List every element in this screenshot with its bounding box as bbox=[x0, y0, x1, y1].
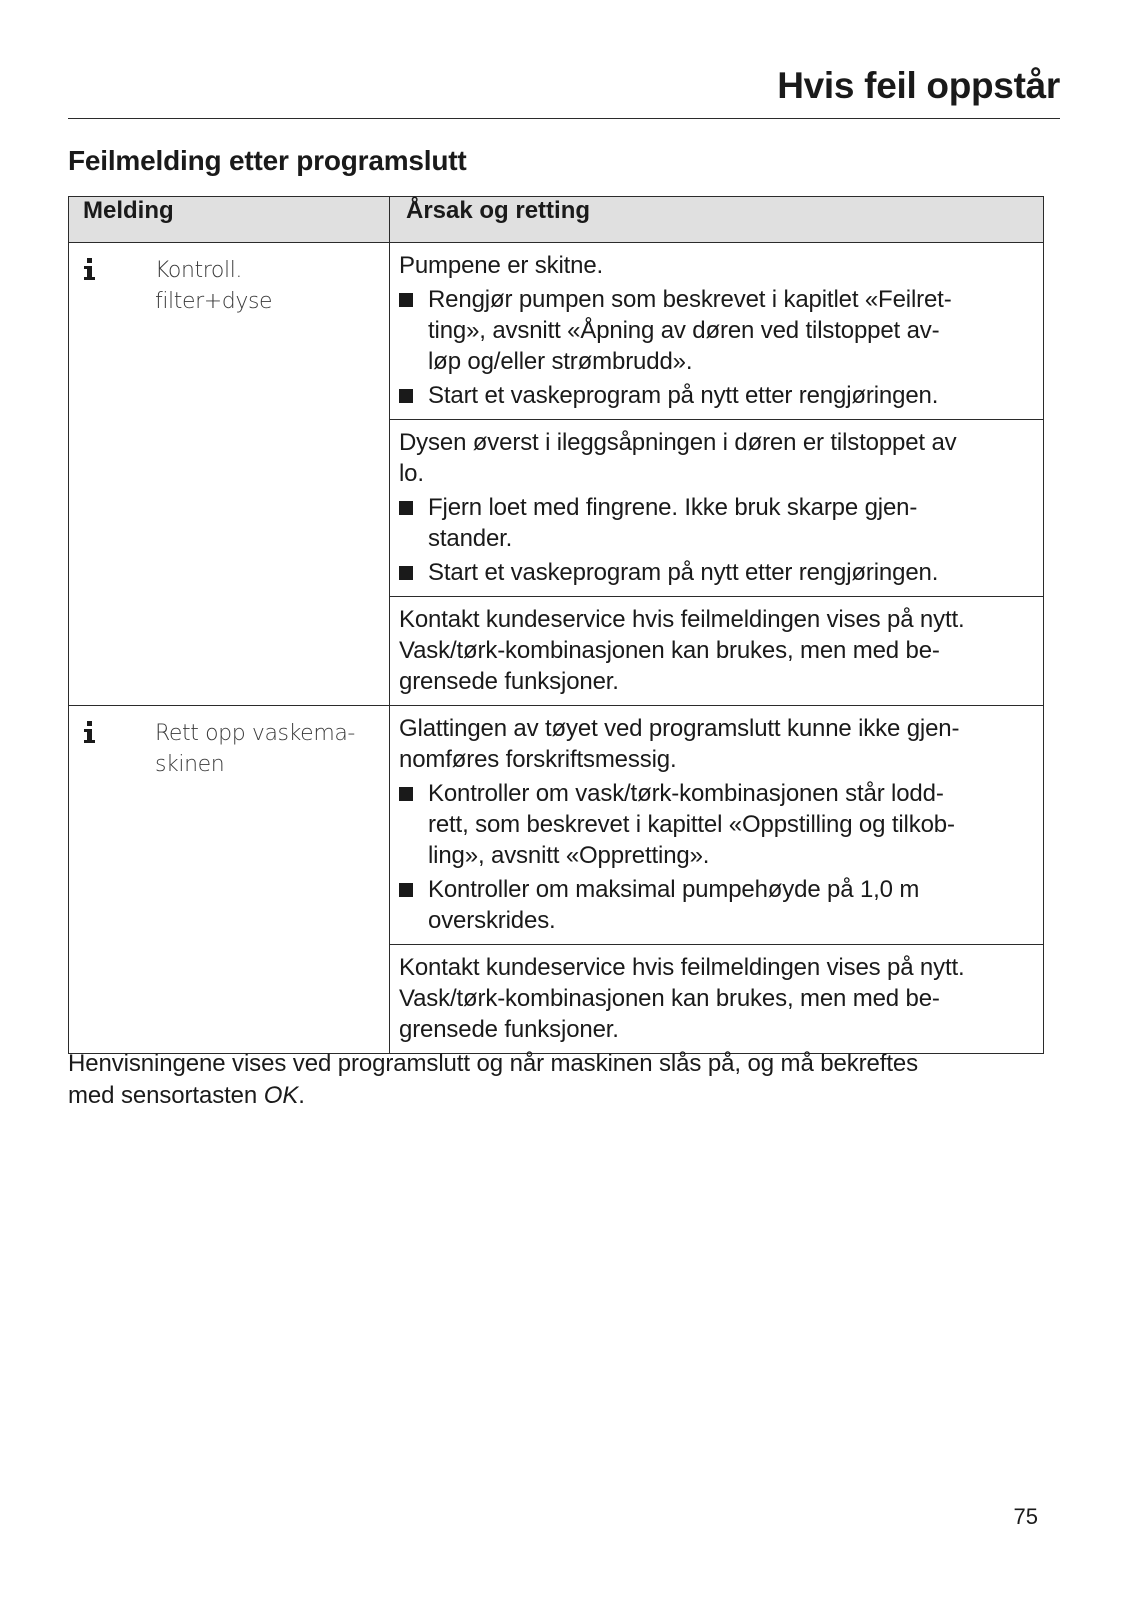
table-row bbox=[69, 243, 1044, 420]
cause-line: grensede funksjoner. bbox=[399, 1016, 619, 1043]
remedy-step-text bbox=[428, 494, 917, 552]
remedy-steps bbox=[399, 492, 1035, 588]
column-header-message: Melding bbox=[69, 197, 390, 243]
footnote-line-1: Henvisningene vises ved programslutt og når maskinen slås på, og må bekreftes bbox=[68, 1050, 919, 1077]
table-row bbox=[69, 706, 1044, 945]
cause-text bbox=[399, 250, 1035, 281]
remedy-step-text bbox=[428, 780, 955, 869]
remedy-step bbox=[399, 284, 1035, 377]
remedy-step-line: ling», avsnitt «Oppretting». bbox=[428, 842, 710, 869]
bullet-square-icon bbox=[399, 501, 413, 515]
cause-line: Vask/tørk-kombinasjonen kan brukes, men med be- bbox=[399, 985, 940, 1012]
cause-line: Glattingen av tøyet ved programslutt kunne ikke gjen- bbox=[399, 715, 960, 742]
ok-key-label: OK bbox=[263, 1082, 299, 1109]
bullet-square-icon bbox=[399, 389, 413, 403]
remedy-step-line: ting», avsnitt «Åpning av døren ved tilstoppet av- bbox=[428, 317, 940, 344]
message-wrap bbox=[83, 255, 375, 317]
message-text bbox=[155, 255, 365, 317]
cause-line: lo. bbox=[399, 460, 424, 487]
cause-cell bbox=[390, 243, 1044, 420]
message-line: Rett opp vaskema- bbox=[155, 721, 355, 746]
column-header-cause: Årsak og retting bbox=[390, 197, 1044, 243]
cause-text bbox=[399, 427, 1035, 489]
message-wrap bbox=[83, 718, 375, 780]
cause-line: Kontakt kundeservice hvis feilmeldingen vises på nytt. bbox=[399, 954, 965, 981]
cause-text bbox=[399, 713, 1035, 775]
remedy-step-text bbox=[428, 286, 952, 375]
remedy-step bbox=[399, 778, 1035, 871]
message-text bbox=[155, 718, 365, 780]
remedy-step-line: Start et vaskeprogram på nytt etter rengjøringen. bbox=[428, 559, 939, 586]
remedy-step-text bbox=[428, 559, 938, 586]
bullet-square-icon bbox=[399, 293, 413, 307]
page-number: 75 bbox=[1013, 1504, 1038, 1529]
message-line: Kontroll. filter+dyse bbox=[155, 258, 273, 314]
remedy-step-text bbox=[428, 382, 938, 409]
cause-line: grensede funksjoner. bbox=[399, 668, 619, 695]
cause-line: Dysen øverst i ileggsåpningen i døren er tilstoppet av bbox=[399, 429, 957, 456]
remedy-step-line: Fjern loet med fingrene. Ikke bruk skarpe gjen- bbox=[428, 494, 918, 521]
cause-line: Pumpene er skitne. bbox=[399, 252, 604, 279]
cause-line: Kontakt kundeservice hvis feilmeldingen vises på nytt. bbox=[399, 606, 965, 633]
message-line: skinen bbox=[155, 752, 225, 777]
page-title: Hvis feil oppstår bbox=[777, 65, 1060, 106]
page-header bbox=[68, 60, 1060, 119]
cause-cell bbox=[390, 706, 1044, 945]
cause-cell bbox=[390, 597, 1044, 706]
cause-text bbox=[399, 952, 1035, 1045]
footnote-line-2-prefix: med sensortasten bbox=[68, 1082, 264, 1109]
remedy-step-line: rett, som beskrevet i kapittel «Oppstilling og tilkob- bbox=[428, 811, 955, 838]
remedy-step bbox=[399, 557, 1035, 588]
section-title: Feilmelding etter programslutt bbox=[68, 145, 467, 176]
footnote-line-2-suffix: . bbox=[298, 1082, 305, 1109]
bullet-square-icon bbox=[399, 787, 413, 801]
remedy-step bbox=[399, 380, 1035, 411]
info-icon bbox=[83, 718, 155, 749]
cause-cell bbox=[390, 420, 1044, 597]
remedy-step-line: overskrides. bbox=[428, 907, 556, 934]
info-icon bbox=[83, 255, 155, 286]
bullet-square-icon bbox=[399, 883, 413, 897]
cause-line: nomføres forskriftsmessig. bbox=[399, 746, 677, 773]
remedy-step bbox=[399, 492, 1035, 554]
footnote bbox=[68, 1048, 1043, 1112]
table-body bbox=[69, 243, 1044, 1054]
cause-cell bbox=[390, 945, 1044, 1054]
cause-line: Vask/tørk-kombinasjonen kan brukes, men med be- bbox=[399, 637, 940, 664]
message-cell bbox=[69, 706, 390, 1054]
remedy-step-line: Kontroller om maksimal pumpehøyde på 1,0 m bbox=[428, 876, 920, 903]
table-header-row bbox=[69, 197, 1044, 243]
remedy-steps bbox=[399, 778, 1035, 936]
remedy-step-text bbox=[428, 876, 919, 934]
remedy-steps bbox=[399, 284, 1035, 411]
remedy-step-line: Start et vaskeprogram på nytt etter rengjøringen. bbox=[428, 382, 939, 409]
remedy-step-line: Kontroller om vask/tørk-kombinasjonen står lodd- bbox=[428, 780, 944, 807]
remedy-step-line: Rengjør pumpen som beskrevet i kapitlet «Feilret- bbox=[428, 286, 952, 313]
cause-text bbox=[399, 604, 1035, 697]
remedy-step-line: løp og/eller strømbrudd». bbox=[428, 348, 693, 375]
bullet-square-icon bbox=[399, 566, 413, 580]
remedy-step-line: stander. bbox=[428, 525, 513, 552]
error-message-table bbox=[68, 196, 1044, 1054]
message-cell bbox=[69, 243, 390, 706]
remedy-step bbox=[399, 874, 1035, 936]
